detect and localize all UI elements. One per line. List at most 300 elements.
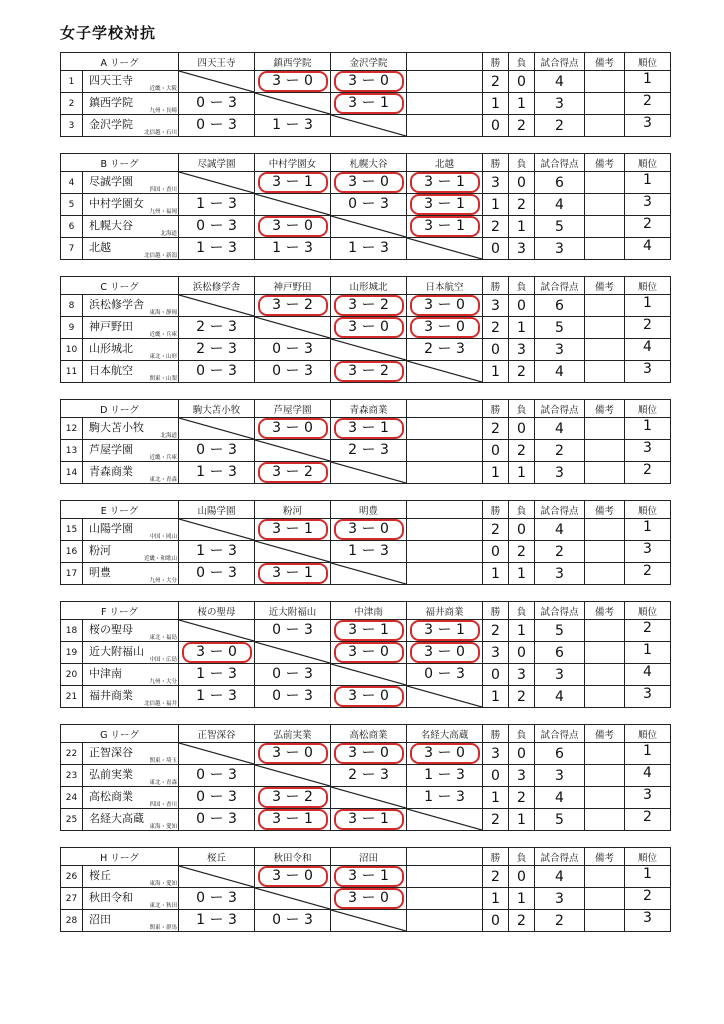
win-score-cell (179, 642, 255, 664)
team-wins: 0 (483, 115, 509, 137)
team-points: 6 (535, 172, 585, 194)
score-cell (179, 809, 255, 831)
league-name: H リーグ (61, 848, 179, 866)
team-rank-cell (625, 765, 671, 787)
header-rank: 順位 (625, 501, 671, 519)
win-score-cell (407, 172, 483, 194)
match-score: 0 ー 3 (196, 767, 237, 783)
self-match-cell (255, 541, 331, 563)
header-losses: 負 (509, 725, 535, 743)
school-cell (83, 295, 179, 317)
self-match-cell (331, 910, 407, 932)
school-cell (83, 809, 179, 831)
school-region: 関東・山梨 (149, 376, 177, 382)
school-name: 近大附福山 (89, 645, 144, 658)
match-score: 0 ー 3 (196, 811, 237, 827)
team-rank-cell (625, 809, 671, 831)
header-points: 試合得点 (535, 501, 585, 519)
opponent-header: 浜松修学舎 (179, 277, 255, 295)
school-name: 秋田令和 (89, 891, 133, 904)
header-points: 試合得点 (535, 400, 585, 418)
team-rank-cell (625, 440, 671, 462)
team-wins: 1 (483, 686, 509, 708)
team-rank-cell (625, 295, 671, 317)
header-points: 試合得点 (535, 848, 585, 866)
match-score: 0 ー 3 (272, 688, 313, 704)
self-match-cell (331, 216, 407, 238)
page-title: 女子学校対抗 (60, 24, 157, 42)
team-wins: 3 (483, 743, 509, 765)
team-rank-cell (625, 910, 671, 932)
opponent-header: 明豊 (331, 501, 407, 519)
team-rank: 3 (643, 787, 652, 803)
school-name: 桜の聖母 (89, 623, 133, 636)
self-match-cell (407, 238, 483, 260)
school-name: 山陽学園 (89, 522, 133, 535)
team-losses: 0 (509, 295, 535, 317)
header-losses: 負 (509, 602, 535, 620)
team-notes (585, 541, 625, 563)
header-rank: 順位 (625, 53, 671, 71)
match-score: 3 ー 0 (410, 642, 480, 663)
school-name: 北越 (89, 241, 111, 254)
win-score-cell (407, 743, 483, 765)
school-region: 東北・青森 (149, 780, 178, 786)
team-points: 4 (535, 686, 585, 708)
match-score: 0 ー 3 (272, 666, 313, 682)
match-score: 1 ー 3 (196, 240, 237, 256)
school-region: 中国・岡山 (149, 534, 177, 540)
team-notes (585, 866, 625, 888)
match-score: 3 ー 1 (334, 866, 404, 887)
school-name: 鎮西学院 (89, 96, 133, 109)
team-rank-cell (625, 664, 671, 686)
score-cell (179, 462, 255, 484)
score-cell (407, 418, 483, 440)
team-points: 4 (535, 866, 585, 888)
header-wins: 勝 (483, 53, 509, 71)
team-points: 2 (535, 115, 585, 137)
header-notes: 備考 (585, 53, 625, 71)
match-score: 2 ー 3 (424, 341, 465, 357)
header-wins: 勝 (483, 277, 509, 295)
match-score: 3 ー 1 (258, 172, 328, 193)
win-score-cell (255, 418, 331, 440)
team-rank: 3 (643, 541, 652, 557)
team-points: 4 (535, 194, 585, 216)
school-name: 高松商業 (89, 790, 133, 803)
team-wins: 0 (483, 765, 509, 787)
team-rank-cell (625, 71, 671, 93)
school-cell (83, 216, 179, 238)
team-rank-cell (625, 541, 671, 563)
opponent-header: 福井商業 (407, 602, 483, 620)
header-losses: 負 (509, 277, 535, 295)
team-notes (585, 910, 625, 932)
score-cell (407, 462, 483, 484)
opponent-header: 弘前実業 (255, 725, 331, 743)
team-wins: 0 (483, 339, 509, 361)
team-losses: 1 (509, 620, 535, 642)
team-losses: 2 (509, 361, 535, 383)
team-rank-cell (625, 418, 671, 440)
match-score: 3 ー 0 (410, 743, 480, 764)
team-losses: 0 (509, 172, 535, 194)
school-cell (83, 787, 179, 809)
score-cell (179, 216, 255, 238)
team-row (61, 910, 671, 932)
school-cell (83, 462, 179, 484)
school-cell (83, 361, 179, 383)
win-score-cell (331, 172, 407, 194)
opponent-header: 桜丘 (179, 848, 255, 866)
league-table (60, 399, 670, 484)
team-rank: 4 (643, 339, 652, 355)
team-row (61, 686, 671, 708)
match-score: 3 ー 2 (258, 462, 328, 483)
self-match-cell (331, 563, 407, 585)
team-wins: 2 (483, 519, 509, 541)
team-rank-cell (625, 115, 671, 137)
standings-table (60, 847, 671, 932)
team-rank-cell (625, 361, 671, 383)
team-rank: 2 (643, 809, 652, 825)
score-cell (255, 686, 331, 708)
team-wins: 2 (483, 418, 509, 440)
school-cell (83, 888, 179, 910)
match-score: 3 ー 1 (334, 620, 404, 641)
team-notes (585, 743, 625, 765)
school-region: 近畿・大阪 (149, 86, 177, 92)
header-points: 試合得点 (535, 725, 585, 743)
match-score: 3 ー 2 (258, 295, 328, 316)
score-cell (407, 765, 483, 787)
opponent-header: 青森商業 (331, 400, 407, 418)
score-cell (331, 765, 407, 787)
team-losses: 0 (509, 642, 535, 664)
team-points: 4 (535, 71, 585, 93)
league-table (60, 153, 670, 260)
header-wins: 勝 (483, 501, 509, 519)
school-region: 近畿・兵庫 (149, 332, 177, 338)
opponent-header: 山形城北 (331, 277, 407, 295)
school-region: 九州・大分 (149, 578, 177, 584)
team-points: 3 (535, 765, 585, 787)
win-score-cell (331, 361, 407, 383)
school-cell (83, 664, 179, 686)
team-number: 10 (61, 339, 83, 361)
score-cell (407, 541, 483, 563)
team-rank: 1 (643, 71, 652, 87)
school-region: 九州・長崎 (149, 108, 177, 114)
match-score: 0 ー 3 (196, 363, 237, 379)
header-notes: 備考 (585, 400, 625, 418)
win-score-cell (331, 809, 407, 831)
team-row (61, 664, 671, 686)
team-row (61, 866, 671, 888)
self-match-cell (255, 888, 331, 910)
school-name: 明豊 (89, 566, 111, 579)
match-score: 0 ー 3 (272, 912, 313, 928)
self-match-cell (179, 620, 255, 642)
team-losses: 1 (509, 563, 535, 585)
team-number: 4 (61, 172, 83, 194)
team-points: 3 (535, 462, 585, 484)
school-cell (83, 440, 179, 462)
header-points: 試合得点 (535, 277, 585, 295)
self-match-cell (331, 462, 407, 484)
school-region: 四国・香川 (149, 802, 178, 808)
team-number: 18 (61, 620, 83, 642)
team-losses: 0 (509, 866, 535, 888)
score-cell (331, 440, 407, 462)
diagonal-line (407, 809, 482, 830)
team-row (61, 809, 671, 831)
school-cell (83, 563, 179, 585)
team-row (61, 620, 671, 642)
header-wins: 勝 (483, 725, 509, 743)
team-points: 4 (535, 418, 585, 440)
diagonal-line (179, 295, 254, 316)
team-wins: 0 (483, 238, 509, 260)
team-rank-cell (625, 172, 671, 194)
match-score: 0 ー 3 (196, 789, 237, 805)
match-score: 3 ー 0 (334, 172, 404, 193)
team-losses: 1 (509, 216, 535, 238)
team-number: 17 (61, 563, 83, 585)
team-number: 6 (61, 216, 83, 238)
self-match-cell (331, 787, 407, 809)
win-score-cell (255, 563, 331, 585)
score-cell (407, 339, 483, 361)
school-region: 近畿・兵庫 (149, 455, 177, 461)
header-notes: 備考 (585, 277, 625, 295)
header-losses: 負 (509, 400, 535, 418)
team-number: 1 (61, 71, 83, 93)
team-wins: 2 (483, 620, 509, 642)
team-notes (585, 238, 625, 260)
team-wins: 2 (483, 71, 509, 93)
team-points: 3 (535, 238, 585, 260)
team-wins: 2 (483, 317, 509, 339)
team-notes (585, 295, 625, 317)
diagonal-line (331, 787, 406, 808)
team-wins: 0 (483, 664, 509, 686)
header-notes: 備考 (585, 848, 625, 866)
school-cell (83, 93, 179, 115)
match-score: 3 ー 1 (258, 519, 328, 540)
header-rank: 順位 (625, 154, 671, 172)
match-score: 3 ー 1 (410, 620, 480, 641)
standings-table (60, 276, 671, 383)
team-row (61, 361, 671, 383)
school-cell (83, 541, 179, 563)
school-cell (83, 866, 179, 888)
header-notes: 備考 (585, 725, 625, 743)
score-cell (179, 541, 255, 563)
team-notes (585, 216, 625, 238)
team-losses: 2 (509, 115, 535, 137)
standings-table (60, 601, 671, 708)
opponent-header: 金沢学院 (331, 53, 407, 71)
diagonal-line (255, 765, 330, 786)
match-score: 1 ー 3 (196, 688, 237, 704)
score-cell (407, 440, 483, 462)
win-score-cell (255, 462, 331, 484)
match-score: 1 ー 3 (272, 240, 313, 256)
team-points: 5 (535, 216, 585, 238)
match-score: 3 ー 1 (258, 809, 328, 830)
team-losses: 0 (509, 519, 535, 541)
school-cell (83, 743, 179, 765)
team-number: 26 (61, 866, 83, 888)
team-row (61, 440, 671, 462)
match-score: 1 ー 3 (424, 789, 465, 805)
school-region: 九州・福岡 (149, 209, 178, 215)
self-match-cell (331, 664, 407, 686)
school-region: 北海道 (160, 433, 177, 439)
diagonal-line (407, 238, 482, 259)
team-points: 6 (535, 295, 585, 317)
team-rank-cell (625, 743, 671, 765)
opponent-header: 中村学園女 (255, 154, 331, 172)
match-score: 2 ー 3 (196, 319, 237, 335)
school-region: 東北・青森 (149, 477, 177, 483)
school-cell (83, 418, 179, 440)
school-name: 芦屋学園 (89, 443, 133, 456)
school-name: 金沢学院 (89, 118, 133, 131)
team-row (61, 216, 671, 238)
school-region: 九州・大分 (149, 679, 178, 685)
school-name: 神戸野田 (89, 320, 133, 333)
score-cell (179, 317, 255, 339)
team-number: 28 (61, 910, 83, 932)
match-score: 1 ー 3 (348, 240, 389, 256)
score-cell (407, 563, 483, 585)
team-number: 11 (61, 361, 83, 383)
win-score-cell (255, 216, 331, 238)
score-cell (179, 115, 255, 137)
team-row (61, 418, 671, 440)
match-score: 3 ー 0 (334, 686, 404, 707)
team-losses: 0 (509, 743, 535, 765)
match-score: 0 ー 3 (196, 890, 237, 906)
team-notes (585, 765, 625, 787)
win-score-cell (255, 295, 331, 317)
opponent-header: 名経大高蔵 (407, 725, 483, 743)
match-score: 3 ー 0 (258, 71, 328, 92)
self-match-cell (331, 115, 407, 137)
header-losses: 負 (509, 53, 535, 71)
team-points: 5 (535, 620, 585, 642)
team-notes (585, 361, 625, 383)
league-name: B リーグ (61, 154, 179, 172)
school-name: 札幌大谷 (89, 219, 133, 232)
team-rank-cell (625, 317, 671, 339)
self-match-cell (255, 440, 331, 462)
opponent-header (407, 501, 483, 519)
team-rank: 2 (643, 620, 652, 636)
league-table (60, 276, 670, 383)
team-wins: 1 (483, 93, 509, 115)
score-cell (255, 339, 331, 361)
opponent-header: 高松商業 (331, 725, 407, 743)
match-score: 2 ー 3 (348, 442, 389, 458)
score-cell (179, 910, 255, 932)
win-score-cell (255, 743, 331, 765)
team-rank-cell (625, 93, 671, 115)
league-name: G リーグ (61, 725, 179, 743)
diagonal-line (179, 866, 254, 887)
school-name: 弘前実業 (89, 768, 133, 781)
team-rank: 1 (643, 172, 652, 188)
diagonal-line (255, 541, 330, 562)
header-wins: 勝 (483, 848, 509, 866)
school-region: 関東・埼玉 (149, 758, 178, 764)
header-notes: 備考 (585, 501, 625, 519)
team-notes (585, 686, 625, 708)
team-rank-cell (625, 339, 671, 361)
team-rank: 1 (643, 418, 652, 434)
match-score: 3 ー 0 (410, 317, 480, 338)
school-cell (83, 238, 179, 260)
team-rank: 2 (643, 888, 652, 904)
opponent-header (407, 848, 483, 866)
win-score-cell (407, 295, 483, 317)
standings-table (60, 153, 671, 260)
team-number: 21 (61, 686, 83, 708)
team-rank: 2 (643, 317, 652, 333)
match-score: 3 ー 0 (334, 71, 404, 92)
school-name: 名経大高蔵 (89, 812, 144, 825)
team-number: 3 (61, 115, 83, 137)
league-name: C リーグ (61, 277, 179, 295)
score-cell (255, 620, 331, 642)
match-score: 1 ー 3 (196, 543, 237, 559)
team-points: 4 (535, 519, 585, 541)
team-wins: 3 (483, 172, 509, 194)
league-table (60, 847, 670, 932)
school-name: 四天王寺 (89, 74, 133, 87)
self-match-cell (255, 317, 331, 339)
team-points: 3 (535, 888, 585, 910)
match-score: 0 ー 3 (196, 565, 237, 581)
score-cell (407, 71, 483, 93)
team-losses: 2 (509, 541, 535, 563)
diagonal-line (255, 93, 330, 114)
team-row (61, 194, 671, 216)
win-score-cell (331, 642, 407, 664)
match-score: 3 ー 1 (410, 216, 480, 237)
diagonal-line (407, 361, 482, 382)
school-name: 尽誠学園 (89, 175, 133, 188)
score-cell (179, 238, 255, 260)
match-score: 3 ー 0 (258, 418, 328, 439)
team-notes (585, 642, 625, 664)
win-score-cell (407, 620, 483, 642)
self-match-cell (179, 743, 255, 765)
score-cell (179, 664, 255, 686)
team-notes (585, 440, 625, 462)
opponent-header: 鎮西学院 (255, 53, 331, 71)
win-score-cell (407, 317, 483, 339)
win-score-cell (331, 295, 407, 317)
team-wins: 3 (483, 642, 509, 664)
team-notes (585, 339, 625, 361)
self-match-cell (255, 194, 331, 216)
team-rank-cell (625, 888, 671, 910)
score-cell (407, 664, 483, 686)
